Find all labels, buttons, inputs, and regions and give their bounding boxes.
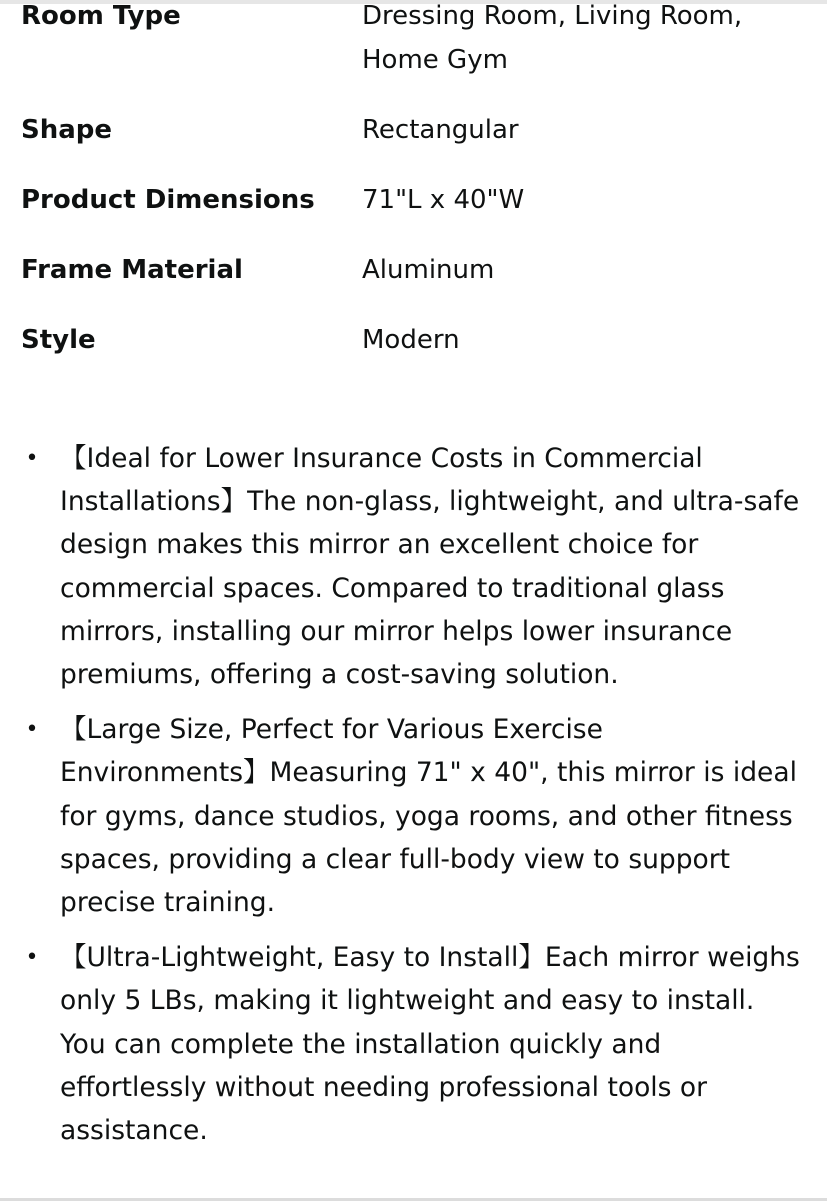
spec-label: Frame Material xyxy=(21,255,243,285)
bullet-text: 【Large Size, Perfect for Various Exercise Environments】Measuring 71" x 40", this mirror is ideal for gyms, dance studios, yoga rooms, and other fitness spaces, providing a clear full-body view to support precise training. xyxy=(60,714,797,919)
spec-row-room-type xyxy=(21,0,811,82)
list-item xyxy=(0,936,827,1152)
about-this-item-list xyxy=(0,437,827,1164)
bullet-dot-icon: • xyxy=(25,945,39,971)
spec-label: Product Dimensions xyxy=(21,185,315,215)
spec-value: Aluminum xyxy=(362,255,495,285)
spec-value: Modern xyxy=(362,325,460,355)
bullet-text: 【Ultra-Lightweight, Easy to Install】Each mirror weighs only 5 LBs, making it lightweight and easy to install. You can complete the installation quickly and effortlessly without needing professional tools or assistance. xyxy=(60,942,800,1147)
spec-row-product-dimensions xyxy=(21,178,811,222)
spec-value: Dressing Room, Living Room, Home Gym xyxy=(362,1,743,75)
spec-value: Rectangular xyxy=(362,115,519,145)
spec-label: Shape xyxy=(21,115,113,145)
bullet-text: 【Ideal for Lower Insurance Costs in Commercial Installations】The non-glass, lightweight, and ultra-safe design makes this mirror an excellent choice for commercial spaces. Compared to traditional glass mirrors, installing our mirror helps lower insurance premiums, offering a cost-saving solution. xyxy=(60,443,800,691)
spec-label: Style xyxy=(21,325,96,355)
bullet-dot-icon: • xyxy=(25,446,39,471)
spec-row-style xyxy=(21,318,811,362)
spec-value: 71"L x 40"W xyxy=(362,185,525,215)
list-item xyxy=(0,437,827,696)
list-item xyxy=(0,708,827,924)
spec-row-shape xyxy=(21,108,811,152)
bullet-dot-icon: • xyxy=(25,717,39,743)
product-specs-table xyxy=(21,0,811,362)
spec-label: Room Type xyxy=(21,1,181,31)
spec-row-frame-material xyxy=(21,248,811,292)
